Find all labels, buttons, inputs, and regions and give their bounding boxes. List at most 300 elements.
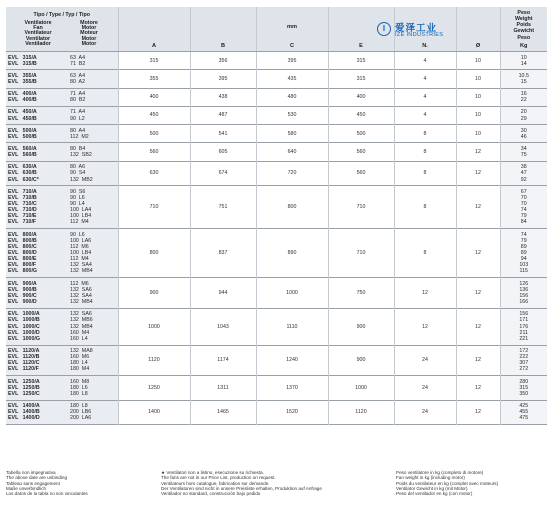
fan-type: EVL 630/A	[8, 164, 37, 171]
dim-b: 837	[218, 250, 228, 257]
logo-chinese: 爱泽工业	[395, 23, 438, 34]
hole-count: 4	[423, 112, 427, 119]
fan-type: EVL 710/D	[8, 207, 37, 214]
dim-a-cell	[118, 186, 190, 229]
motor-code: 160 M6	[70, 354, 90, 361]
dim-a-cell	[118, 278, 190, 309]
dim-c: 890	[287, 250, 297, 257]
table-row	[6, 229, 547, 278]
fan-type: EVL 1000/A	[8, 311, 40, 318]
dim-a: 560	[149, 149, 159, 156]
fan-labels: Ventilatore Fan Ventilateur Ventilator Ventilador	[24, 20, 52, 47]
motor-cell	[66, 106, 118, 124]
weight-value: 74	[520, 231, 527, 238]
fan-type-cell	[6, 345, 66, 376]
dim-e-cell	[328, 52, 394, 70]
fan-type: EVL 710/F	[8, 219, 37, 226]
dim-e: 1120	[355, 409, 367, 416]
hole-diameter-cell	[456, 70, 500, 88]
dim-c: 640	[287, 149, 297, 156]
motor-cell	[66, 345, 118, 376]
fan-type: EVL 900/C	[8, 292, 37, 299]
dim-c: 1370	[286, 384, 298, 391]
dim-b-cell	[190, 161, 256, 185]
fan-type: EVL 630/B	[8, 170, 37, 177]
motor-code: 71 B2	[70, 60, 86, 67]
dim-c: 1110	[286, 323, 298, 330]
motor-code: 100 LB4	[70, 250, 92, 257]
fan-type: EVL 1000/C	[8, 323, 40, 330]
hole-diameter: 10	[475, 57, 481, 64]
logo-english: IZE INDUSTRIES	[395, 32, 444, 38]
hole-diameter: 10	[475, 75, 481, 82]
motor-code: 80 A6	[70, 164, 86, 171]
table-row	[6, 52, 547, 70]
dim-b: 674	[218, 170, 228, 177]
col-header-c: mm C	[256, 7, 328, 52]
weight-cell	[500, 345, 547, 376]
type-title: Tipo / Type / Typ / Tipo	[33, 12, 90, 18]
fan-type-cell	[6, 143, 66, 161]
hole-diameter-cell	[456, 186, 500, 229]
weight-value: 166	[519, 299, 529, 306]
hole-diameter: 10	[475, 130, 481, 137]
weight-cell	[500, 400, 547, 424]
dim-c-cell	[256, 308, 328, 345]
dim-c-cell	[256, 88, 328, 106]
dim-a-cell	[118, 229, 190, 278]
weight-value: 350	[519, 390, 529, 397]
dim-e-cell	[328, 278, 394, 309]
dim-c-cell	[256, 278, 328, 309]
fan-type: EVL 900/A	[8, 280, 37, 287]
dim-a: 1120	[148, 357, 160, 364]
weight-value: 14	[520, 60, 527, 67]
dim-b-cell	[190, 143, 256, 161]
weight-value: 16	[520, 91, 527, 98]
weight-cell	[500, 229, 547, 278]
dim-b-cell	[190, 229, 256, 278]
dim-b-cell	[190, 70, 256, 88]
dim-c-cell	[256, 143, 328, 161]
hole-diameter: 12	[475, 170, 481, 177]
fan-type: EVL 500/B	[8, 133, 37, 140]
fan-type-cell	[6, 308, 66, 345]
weight-cell	[500, 376, 547, 400]
weight-value: 47	[520, 170, 527, 177]
weight-value: 115	[519, 268, 528, 275]
hole-diameter-cell	[456, 161, 500, 185]
col-header-b: B	[190, 7, 256, 52]
motor-code: 132 SA6	[70, 286, 92, 293]
weight-value: 126	[519, 280, 529, 287]
motor-code: 100 LA4	[70, 207, 92, 214]
fan-type: EVL 1400/D	[8, 415, 40, 422]
hole-count: 8	[423, 250, 427, 257]
dim-c-cell	[256, 345, 328, 376]
motor-cell	[66, 143, 118, 161]
fan-type: EVL 560/B	[8, 152, 37, 159]
hole-count: 24	[422, 409, 428, 416]
fan-type: EVL 450/A	[8, 109, 37, 116]
weight-cell	[500, 186, 547, 229]
unit-kg: Kg	[520, 42, 528, 49]
hole-count-cell	[394, 229, 456, 278]
hole-diameter-cell	[456, 106, 500, 124]
footer-weight-note: Peso ventilatore in kg (completo di motore) Fan weight in kg (including motor) Poids du ventilateur en kg (complet avec moteurs) Ventilator Gewicht in kg (mit Motor) Peso del ventilador en kg (con motor)	[396, 470, 499, 497]
table-row	[6, 278, 547, 309]
motor-cell	[66, 52, 118, 70]
weight-value: 74	[520, 207, 527, 214]
fan-type: EVL 1400/B	[8, 409, 40, 416]
dim-a-cell	[118, 376, 190, 400]
hole-count-cell	[394, 70, 456, 88]
dim-e: 315	[356, 75, 366, 82]
footer-disclaimer: Tabella non impegnativa The above date are unbinding Tableau sans engagement Maße unverbindlich Los datos de la tabla no son vinculantes	[6, 470, 88, 497]
table-row	[6, 161, 547, 185]
dim-c-cell	[256, 52, 328, 70]
hole-count: 8	[423, 170, 427, 177]
hole-count: 24	[422, 357, 428, 364]
dim-b-cell	[190, 278, 256, 309]
dim-b-cell	[190, 52, 256, 70]
dim-b: 438	[218, 94, 228, 101]
dim-a: 315	[149, 57, 159, 64]
hole-count-cell	[394, 186, 456, 229]
hole-count-cell	[394, 376, 456, 400]
dim-b: 1174	[217, 357, 229, 364]
dim-a: 800	[149, 250, 159, 257]
dim-c-cell	[256, 400, 328, 424]
motor-cell	[66, 308, 118, 345]
hole-diameter: 12	[475, 384, 481, 391]
fan-type: EVL 1120/C	[8, 360, 40, 367]
motor-code: 90 S4	[70, 170, 86, 177]
fan-type: EVL 800/B	[8, 237, 37, 244]
dim-c: 580	[287, 130, 297, 137]
fan-type: EVL 400/A	[8, 91, 37, 98]
dim-b-cell	[190, 125, 256, 143]
weight-value: 221	[519, 335, 529, 342]
dim-c-cell	[256, 70, 328, 88]
motor-labels: Motore Motor Moteur Motor Motor	[80, 20, 98, 47]
motor-cell	[66, 278, 118, 309]
table-body	[6, 52, 547, 425]
weight-value: 84	[520, 219, 527, 226]
table-row	[6, 345, 547, 376]
motor-code: 160 L4	[70, 335, 88, 342]
motor-code: 71 A4	[70, 91, 86, 98]
weight-cell	[500, 161, 547, 185]
hole-count-cell	[394, 161, 456, 185]
dim-e: 560	[356, 149, 366, 156]
dim-b: 1311	[217, 384, 229, 391]
dim-c: 530	[287, 112, 297, 119]
col-header-n: N.	[394, 7, 456, 52]
fan-type: EVL 800/C	[8, 243, 37, 250]
weight-cell	[500, 70, 547, 88]
motor-code: 63 A4	[70, 54, 86, 61]
dim-a: 400	[149, 94, 159, 101]
dim-c: 395	[287, 57, 297, 64]
weight-value: 75	[520, 152, 527, 159]
logo-mark-icon: I	[377, 22, 391, 36]
motor-code: 200 LB6	[70, 409, 92, 416]
weight-cell	[500, 88, 547, 106]
motor-code: 112 M6	[70, 280, 89, 287]
hole-diameter-cell	[456, 52, 500, 70]
dim-b-cell	[190, 88, 256, 106]
weight-cell	[500, 106, 547, 124]
weight-value: 211	[519, 329, 528, 336]
weight-value: 67	[520, 188, 527, 195]
fan-type: EVL 710/A	[8, 188, 37, 195]
dim-b: 944	[218, 289, 228, 296]
weight-value: 38	[520, 164, 527, 171]
motor-code: 80 B2	[70, 97, 86, 104]
weight-cell	[500, 308, 547, 345]
fan-type: EVL 400/B	[8, 97, 37, 104]
hole-diameter: 12	[475, 149, 481, 156]
fan-type: EVL 355/A	[8, 72, 37, 79]
motor-code: 112 M4	[70, 256, 89, 263]
dim-b-cell	[190, 106, 256, 124]
weight-value: 20	[520, 109, 527, 116]
hole-diameter-cell	[456, 278, 500, 309]
dim-e: 315	[356, 57, 366, 64]
dim-a: 1400	[148, 409, 160, 416]
motor-cell	[66, 376, 118, 400]
dim-e-cell	[328, 376, 394, 400]
motor-code: 132 SB2	[70, 152, 92, 159]
motor-cell	[66, 125, 118, 143]
hole-count: 8	[423, 130, 427, 137]
weight-value: 307	[519, 360, 529, 367]
fan-type-cell	[6, 125, 66, 143]
hole-diameter-cell	[456, 143, 500, 161]
motor-code: 132 MB4	[70, 323, 93, 330]
dim-e: 710	[356, 204, 366, 211]
hole-count-cell	[394, 52, 456, 70]
table-row	[6, 400, 547, 424]
weight-header	[500, 7, 547, 52]
fan-type: EVL 1000/G	[8, 335, 40, 342]
motor-code: 132 MB2	[70, 176, 93, 183]
col-header-a: A	[118, 7, 190, 52]
dim-a: 630	[149, 170, 159, 177]
fan-type: EVL 450/B	[8, 115, 37, 122]
fan-type: EVL 315/B	[8, 60, 37, 67]
weight-value: 455	[519, 409, 529, 416]
weight-value: 89	[520, 250, 527, 257]
dim-c-cell	[256, 161, 328, 185]
motor-cell	[66, 88, 118, 106]
weight-value: 171	[519, 317, 529, 324]
dim-a-cell	[118, 106, 190, 124]
dim-c-cell	[256, 229, 328, 278]
dim-c-cell	[256, 186, 328, 229]
dim-b: 487	[218, 112, 228, 119]
dim-b-cell	[190, 400, 256, 424]
fan-type: EVL 1250/A	[8, 378, 40, 385]
weight-value: 79	[520, 213, 527, 220]
motor-code: 160 M4	[70, 329, 90, 336]
weight-value: 222	[519, 354, 529, 361]
fan-type: EVL 1000/D	[8, 329, 40, 336]
motor-code: 180 L4	[70, 360, 88, 367]
motor-code: 180 L6	[70, 384, 88, 391]
dim-a: 1000	[148, 323, 160, 330]
dim-e: 500	[356, 130, 366, 137]
hole-diameter-cell	[456, 308, 500, 345]
table-row	[6, 186, 547, 229]
weight-value: 315	[519, 384, 529, 391]
table-row	[6, 143, 547, 161]
weight-value: 272	[519, 366, 529, 373]
fan-type-cell	[6, 161, 66, 185]
weight-value: 280	[519, 378, 529, 385]
motor-code: 90 L4	[70, 201, 85, 208]
dim-b: 541	[218, 130, 228, 137]
fan-type: EVL 800/A	[8, 231, 37, 238]
fan-type: EVL 900/B	[8, 286, 37, 293]
motor-cell	[66, 161, 118, 185]
dim-c: 1520	[286, 409, 298, 416]
weight-value: 94	[520, 256, 527, 263]
dim-a-cell	[118, 345, 190, 376]
motor-code: 132 MB6	[70, 317, 93, 324]
hole-diameter: 12	[475, 357, 481, 364]
dim-e-cell	[328, 106, 394, 124]
dim-a: 450	[149, 112, 159, 119]
weight-value: 10	[520, 54, 527, 61]
fan-type: EVL 710/C	[8, 201, 37, 208]
weight-value: 89	[520, 243, 527, 250]
dimension-table	[6, 7, 547, 425]
motor-code: 132 SA4	[70, 262, 92, 269]
dim-a-cell	[118, 400, 190, 424]
fan-type: EVL 355/B	[8, 78, 37, 85]
dim-e: 560	[356, 170, 366, 177]
dim-c: 1240	[286, 357, 298, 364]
hole-count-cell	[394, 143, 456, 161]
motor-code: 90 L2	[70, 115, 85, 122]
fan-type: EVL 1250/B	[8, 384, 40, 391]
hole-count-cell	[394, 278, 456, 309]
motor-code: 63 A4	[70, 72, 86, 79]
fan-type: EVL 800/F	[8, 262, 37, 269]
hole-diameter: 12	[475, 204, 481, 211]
weight-cell	[500, 278, 547, 309]
fan-type-cell	[6, 106, 66, 124]
table-row	[6, 70, 547, 88]
weight-value: 46	[520, 133, 527, 140]
hole-diameter-cell	[456, 229, 500, 278]
weight-value: 156	[519, 311, 529, 318]
motor-code: 112 M6	[70, 243, 89, 250]
fan-type-cell	[6, 229, 66, 278]
hole-count-cell	[394, 345, 456, 376]
dim-a: 355	[149, 75, 159, 82]
hole-diameter-cell	[456, 376, 500, 400]
dim-b: 356	[218, 57, 228, 64]
motor-code: 80 B4	[70, 145, 86, 152]
dim-e-cell	[328, 308, 394, 345]
motor-code: 132 SA4	[70, 292, 92, 299]
hole-count: 4	[423, 57, 427, 64]
dim-a-cell	[118, 70, 190, 88]
hole-count: 12	[422, 323, 428, 330]
weight-value: 22	[520, 97, 527, 104]
hole-diameter: 12	[475, 323, 481, 330]
company-logo	[377, 20, 487, 44]
dim-e-cell	[328, 186, 394, 229]
fan-type: EVL 900/D	[8, 299, 37, 306]
fan-type-cell	[6, 400, 66, 424]
motor-code: 132 MB4	[70, 268, 93, 275]
weight-value: 10.5	[518, 72, 529, 79]
motor-code: 80 A2	[70, 78, 86, 85]
hole-diameter: 10	[475, 94, 481, 101]
fan-type-cell	[6, 278, 66, 309]
dim-b: 751	[218, 204, 228, 211]
motor-code: 180 L8	[70, 390, 88, 397]
dim-a-cell	[118, 161, 190, 185]
fan-type: EVL 1120/F	[8, 366, 39, 373]
motor-code: 90 S6	[70, 188, 86, 195]
fan-type: EVL 630/C*	[8, 176, 39, 183]
hole-diameter: 12	[475, 289, 481, 296]
weight-labels: Peso Weight Poids Gewicht Peso	[513, 10, 535, 41]
fan-type: EVL 800/E	[8, 256, 37, 263]
motor-code: 71 A4	[70, 109, 86, 116]
weight-value: 176	[519, 323, 529, 330]
dim-e: 450	[356, 112, 366, 119]
weight-cell	[500, 52, 547, 70]
hole-diameter: 12	[475, 250, 481, 257]
dim-b: 1465	[217, 409, 229, 416]
dim-a: 500	[149, 130, 159, 137]
motor-code: 100 LB4	[70, 213, 92, 220]
weight-value: 29	[520, 115, 527, 122]
weight-value: 425	[519, 403, 529, 410]
col-header-e: E	[328, 7, 394, 52]
weight-value: 30	[520, 127, 527, 134]
table-row	[6, 88, 547, 106]
fan-type-cell	[6, 88, 66, 106]
fan-type: EVL 315/A	[8, 54, 37, 61]
fan-type: EVL 560/A	[8, 145, 37, 152]
dim-c-cell	[256, 125, 328, 143]
motor-cell	[66, 229, 118, 278]
motor-code: 132 MA8	[70, 348, 93, 355]
fan-type-cell	[6, 376, 66, 400]
dim-a: 710	[149, 204, 159, 211]
weight-value: 70	[520, 194, 527, 201]
dim-e: 750	[356, 289, 366, 296]
dim-a-cell	[118, 308, 190, 345]
fan-type-cell	[6, 186, 66, 229]
dim-a-cell	[118, 125, 190, 143]
footer-star-note: ★ Ventilatori non a listino, esecuzione su richiesta. The fans are not in our Price List, production on request. Ventilateurs hors catalogue, fabrication sur demande. Der Ventilatoren sind nicht in unsere Preisliste erhalten, Produktion auf Anfrage Ventilador no standard, construcción bajo pedido	[161, 470, 322, 497]
weight-value: 103	[519, 262, 529, 269]
hole-diameter: 10	[475, 112, 481, 119]
motor-code: 200 LA6	[70, 415, 92, 422]
motor-code: 80 A4	[70, 127, 86, 134]
weight-value: 70	[520, 201, 527, 208]
fan-type: EVL 710/E	[8, 213, 37, 220]
dim-b-cell	[190, 345, 256, 376]
